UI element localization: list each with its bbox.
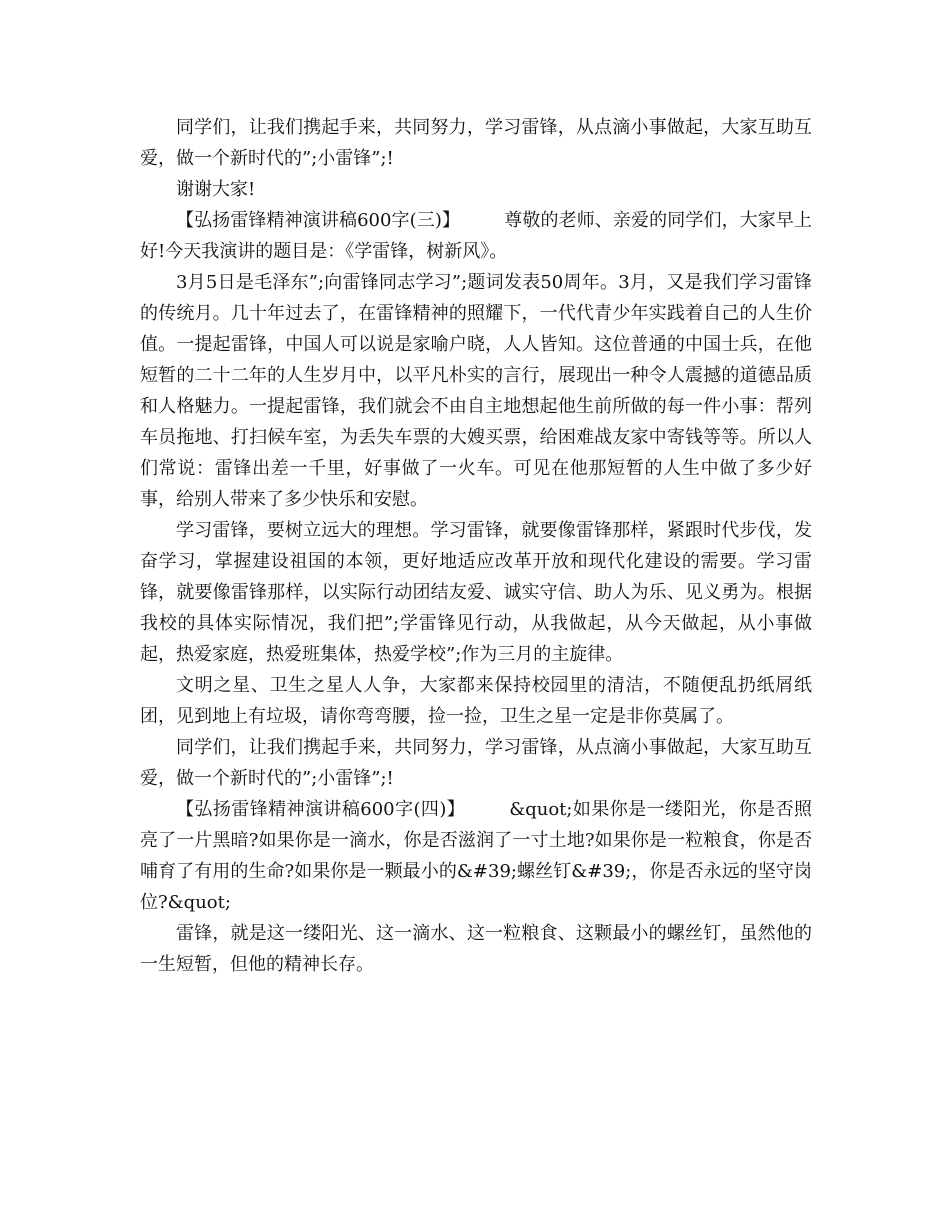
- paragraph-text: 学习雷锋，要树立远大的理想。学习雷锋，就要像雷锋那样，紧跟时代步伐，发奋学习，掌握建设祖国的本领，更好地适应改革开放和现代化建设的需要。学习雷锋，就要像雷锋那样，以实际行动团结友爱、诚实守信、助人为乐、见义勇为。根据我校的具体实际情况，我们把”;学雷锋见行动，从我做起，从今天做起，从小事做起，热爱家庭，热爱班集体，热爱学校”;作为三月的主旋律。: [140, 520, 812, 665]
- section-heading: 【弘扬雷锋精神演讲稿600字(三)】: [176, 210, 461, 231]
- paragraph-speech-three: [140, 205, 812, 267]
- document-page: [140, 112, 812, 980]
- paragraph-text: 3月5日是毛泽东”;向雷锋同志学习”;题词发表50周年。3月，又是我们学习雷锋的传统月。几十年过去了，在雷锋精神的照耀下，一代代青少年实践着自己的人生价值。一提起雷锋，中国人可以说是家喻户晓，人人皆知。这位普通的中国士兵，在他短暂的二十二年的人生岁月中，以平凡朴实的言行，展现出一种令人震撼的道德品质和人格魅力。一提起雷锋，我们就会不由自主地想起他生前所做的每一件小事：帮列车员拖地、打扫候车室，为丢失车票的大嫂买票，给困难战友家中寄钱等等。所以人们常说：雷锋出差一千里，好事做了一火车。可见在他那短暂的人生中做了多少好事，给别人带来了多少快乐和安慰。: [140, 272, 812, 510]
- paragraph-thanks: [140, 174, 812, 205]
- section-heading: 【弘扬雷锋精神演讲稿600字(四)】: [176, 799, 466, 820]
- paragraph-text: 同学们，让我们携起手来，共同努力，学习雷锋，从点滴小事做起，大家互助互爱，做一个新时代的”;小雷锋”;!: [140, 117, 812, 169]
- paragraph-closing-call: [140, 112, 812, 174]
- paragraph-text: &quot;如果你是一缕阳光，你是否照亮了一片黑暗?如果你是一滴水，你是否滋润了一寸土地?如果你是一粒粮食，你是否哺育了有用的生命?如果你是一颗最小的&#39;螺丝钉&#39;，你是否永远的坚守岗位?&quot;: [140, 799, 812, 913]
- paragraph-text: 文明之星、卫生之星人人争，大家都来保持校园里的清洁，不随便乱扔纸屑纸团，见到地上有垃圾，请你弯弯腰，捡一捡，卫生之星一定是非你莫属了。: [140, 675, 812, 727]
- paragraph-text: 尊敬的老师、亲爱的同学们，大家早上好!今天我演讲的题目是：《学雷锋，树新风》。: [140, 210, 813, 262]
- paragraph-speech-four: [140, 794, 812, 918]
- paragraph-closing-call-2: [140, 732, 812, 794]
- paragraph-ideals: [140, 515, 812, 670]
- paragraph-stars: [140, 670, 812, 732]
- paragraph-lei-feng-spirit: [140, 918, 812, 980]
- paragraph-text: 谢谢大家!: [176, 179, 256, 200]
- paragraph-march-fifth: [140, 267, 812, 515]
- paragraph-text: 雷锋，就是这一缕阳光、这一滴水、这一粒粮食、这颗最小的螺丝钉，虽然他的一生短暂，但他的精神长存。: [140, 923, 812, 975]
- paragraph-text: 同学们，让我们携起手来，共同努力，学习雷锋，从点滴小事做起，大家互助互爱，做一个新时代的”;小雷锋”;!: [140, 737, 812, 789]
